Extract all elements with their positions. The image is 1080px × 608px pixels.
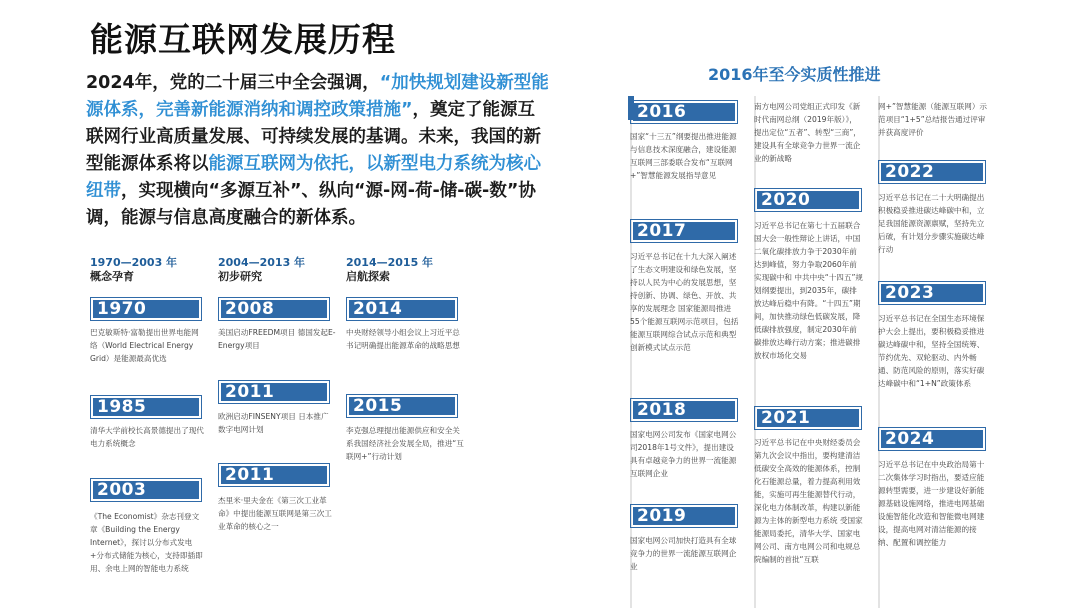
year-box-2019: 2019 bbox=[630, 504, 738, 528]
period-header-3 bbox=[346, 256, 433, 284]
year-box-2003: 2003 bbox=[90, 478, 202, 502]
event-desc-2008: 美国启动FREEDM项目 德国发起E-Energy项目 bbox=[218, 328, 336, 350]
year-box-2024: 2024 bbox=[878, 427, 986, 451]
period-range: 2004—2013 年 bbox=[218, 256, 306, 269]
event-desc-2011b: 杰里米·里夫金在《第三次工业革命》中提出能源互联网是第三次工业革命的核心之一 bbox=[218, 496, 332, 531]
event-desc-2017: 习近平总书记在十九大深入阐述了生态文明建设和绿色发展，坚持以人民为中心的发展思想，坚持创新、协调、绿色、开放、共享的发展理念 国家能源局推进55个能源互联网示范项目，包括能源互联网综合试点示范和典型创新模式试点示范 bbox=[630, 252, 739, 352]
event-desc-2022: 习近平总书记在二十大明确提出积极稳妥推进碳达峰碳中和，立足我国能源资源禀赋，坚持先立后破，有计划分步骤实施碳达峰行动 bbox=[878, 193, 985, 254]
intro-highlight-1: “加快规划建设新型能源体系，完善新能源消纳和调控政策措施” bbox=[86, 73, 549, 120]
intro-text-1: 2024年，党的二十届三中全会强调， bbox=[86, 73, 380, 93]
event-desc-1985: 清华大学前校长高景德提出了现代电力系统概念 bbox=[90, 426, 204, 448]
year-box-2016: 2016 bbox=[630, 100, 738, 124]
intro-highlight-2: 能源互联网为依托，以新型电力系统为核心纽带 bbox=[86, 154, 541, 201]
period-name: 概念孕育 bbox=[90, 270, 134, 283]
section-subtitle: 2016年至今实质性推进 bbox=[708, 65, 881, 84]
event-desc-2021: 习近平总书记在中央财经委员会第九次会议中指出，要构建清洁低碳安全高效的能源体系，控制化石能源总量，着力提高利用效能，实施可再生能源替代行动，深化电力体制改革，构建以新能源为主体的新型电力系统 受国家能源局委托，清华大学、国家电网公司、南方电网公司和电规总院编制的首批“互联 bbox=[754, 438, 863, 564]
year-box-2020: 2020 bbox=[754, 188, 862, 212]
event-desc-2016: 国家“十三五”纲要提出推进能源与信息技术深度融合，建设能源互联网三部委联合发布“互联网+”智慧能源发展指导意见 bbox=[630, 132, 737, 180]
event-desc-2014: 中央财经领导小组会议上习近平总书记明确提出能源革命的战略思想 bbox=[346, 328, 460, 350]
event-desc-2003: 《The Economist》杂志刊登文章《Building the Energy Internet》，探讨以分布式发电+分布式储能为核心，支持即插即用、余电上网的智能电力系统 bbox=[90, 512, 203, 573]
year-box-2023: 2023 bbox=[878, 281, 986, 305]
period-name: 启航探索 bbox=[346, 270, 390, 283]
intro-text-3: ，实现横向“多源互补”、纵向“源-网-荷-储-碳-数”协调，能源与信息高度融合的新体系。 bbox=[86, 181, 536, 228]
year-box-2022: 2022 bbox=[878, 160, 986, 184]
event-desc-2023: 习近平总书记在全国生态环境保护大会上提出，要积极稳妥推进碳达峰碳中和，坚持全国统筹、节约优先、双轮驱动、内外畅通、防范风险的原则，落实好碳达峰碳中和“1+N”政策体系 bbox=[878, 314, 985, 388]
period-name: 初步研究 bbox=[218, 270, 262, 283]
period-range: 2014—2015 年 bbox=[346, 256, 434, 269]
year-box-2011a: 2011 bbox=[218, 380, 330, 404]
year-box-2017: 2017 bbox=[630, 219, 738, 243]
continuation-desc-2019: 南方电网公司党组正式印发《新时代南网总纲（2019年版）》，提出定位“五者”、转型“三商”，建设具有全球竞争力世界一流企业的新战略 bbox=[754, 102, 861, 163]
year-box-2011b: 2011 bbox=[218, 463, 330, 487]
year-box-2015: 2015 bbox=[346, 394, 458, 418]
intro-text-2: ，奠定了能源互联网行业高质量发展、可持续发展的基调。未来，我国的新型能源体系将以 bbox=[86, 100, 541, 174]
intro-paragraph bbox=[86, 70, 552, 232]
page-title: 能源互联网发展历程 bbox=[90, 20, 396, 59]
event-desc-1970: 巴克敏斯特·富勒提出世界电能网络（World Electrical Energy Grid）是能源最高优选 bbox=[90, 328, 199, 363]
event-desc-2015: 李克强总理提出能源供应和安全关系我国经济社会发展全局，推进“互联网+”行动计划 bbox=[346, 426, 464, 461]
period-header-2 bbox=[218, 256, 305, 284]
year-box-1970: 1970 bbox=[90, 297, 202, 321]
event-desc-2011a: 欧洲启动FINSENY项目 日本推广数字电网计划 bbox=[218, 412, 329, 434]
event-desc-2018: 国家电网公司发布《国家电网公司2018年1号文件》，提出建设具有卓越竞争力的世界一流能源互联网企业 bbox=[630, 430, 737, 478]
event-desc-2024: 习近平总书记在中央政治局第十二次集体学习时指出，要适应能源转型需要，进一步建设好新能源基础设施网络，推进电网基础设施智能化改造和智能微电网建设，提高电网对清洁能源的接纳、配置和调控能力 bbox=[878, 460, 985, 547]
event-desc-2019: 国家电网公司加快打造具有全球竞争力的世界一流能源互联网企业 bbox=[630, 536, 737, 571]
year-box-2018: 2018 bbox=[630, 398, 738, 422]
period-range: 1970—2003 年 bbox=[90, 256, 178, 269]
period-header-1 bbox=[90, 256, 177, 284]
event-desc-2020: 习近平总书记在第七十五届联合国大会一般性辩论上讲话，中国二氧化碳排放力争于2030年前达到峰值，努力争取2060年前实现碳中和 中共中央“十四五”规划纲要提出，到2035年，碳排放达峰后稳中有降。“十四五”期间，加快推动绿色低碳发展，降低碳排放强度，制定2030年前碳排放达峰行动方案；推进碳排放权市场化交易 bbox=[754, 221, 863, 360]
year-box-2021: 2021 bbox=[754, 406, 862, 430]
year-box-2014: 2014 bbox=[346, 297, 458, 321]
year-box-2008: 2008 bbox=[218, 297, 330, 321]
continuation-desc-2021: 网+”智慧能源（能源互联网）示范项目“1+5”总结报告通过评审并获高度评价 bbox=[878, 102, 988, 137]
year-box-1985: 1985 bbox=[90, 395, 202, 419]
